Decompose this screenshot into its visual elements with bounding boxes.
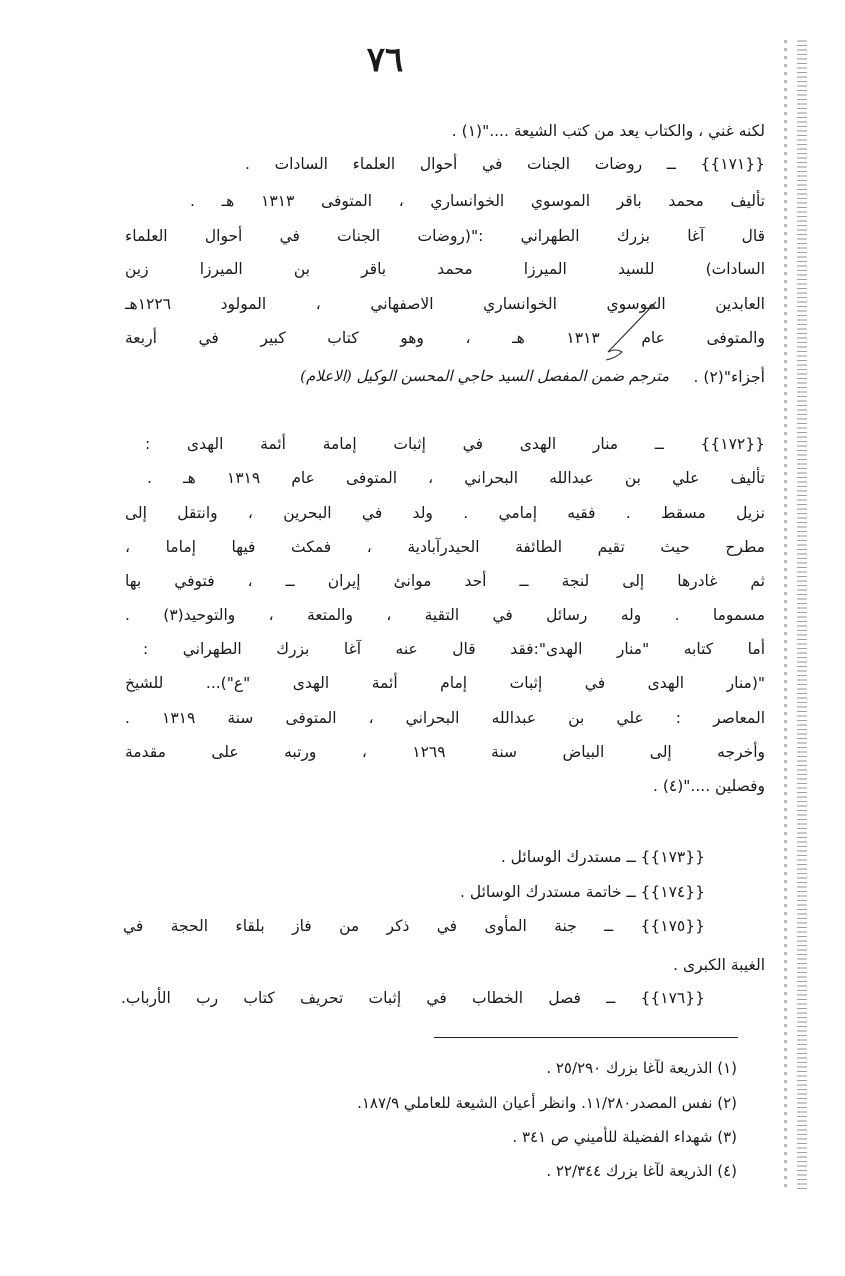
footnote-4: (٤) الذريعة لآغا بزرك ٢٢/٣٤٤ .: [546, 1162, 737, 1180]
footnote-2: (٢) نفس المصدر١١/٢٨٠. وانظر أعيان الشيعة للعاملي ١٨٧/٩.: [357, 1094, 737, 1112]
page-number: ٧٦: [366, 40, 404, 80]
text-line: تأليف محمد باقر الموسوي الخوانساري ، المتوفى ١٣١٣ هـ .: [190, 192, 765, 210]
text-line: "(منار الهدى في إثبات إمام أئمة الهدى "ع")... للشيخ: [125, 674, 765, 692]
text-line: الغيبة الكبرى .: [673, 956, 765, 974]
binding-edge-inner: [784, 40, 787, 1190]
text-line: ثم غادرها إلى لنجة ــ أحد موانئ إيران ــ ، فتوفي بها: [125, 572, 765, 590]
text-line: تأليف علي بن عبدالله البحراني ، المتوفى عام ١٣١٩ هـ .: [147, 469, 765, 487]
handwritten-note: مترجم ضمن المفصل السيد حاجي المحسن الوكيل (الاعلام): [300, 367, 669, 385]
footnote-divider: [434, 1037, 738, 1038]
text-line: وفصلين ...."(٤) .: [653, 777, 765, 795]
entry-heading-171: {{١٧١}} ــ روضات الجنات في أحوال العلماء السادات .: [245, 155, 765, 173]
text-line: والمتوفى عام ١٣١٣ هـ ، وهو كتاب كبير في أربعة: [125, 329, 765, 347]
entry-heading-172: {{١٧٢}} ــ منار الهدى في إثبات إمامة أئمة الهدى :: [145, 435, 765, 453]
footnote-1: (١) الذريعة لآغا بزرك ٢٥/٢٩٠ .: [546, 1059, 737, 1077]
entry-heading-176: {{١٧٦}} ــ فصل الخطاب في إثبات تحريف كتاب رب الأرباب.: [121, 989, 705, 1007]
entry-heading-174: {{١٧٤}} ــ خاتمة مستدرك الوسائل .: [460, 883, 705, 901]
footnote-3: (٣) شهداء الفضيلة للأميني ص ٣٤١ .: [512, 1128, 737, 1146]
binding-edge: [797, 40, 807, 1190]
text-line: المعاصر : علي بن عبدالله البحراني ، المتوفى سنة ١٣١٩ .: [125, 709, 766, 727]
text-line: قال آغا بزرك الطهراني :"(روضات الجنات في أحوال العلماء: [125, 227, 765, 245]
pen-mark-icon: [590, 300, 660, 370]
text-line: لكنه غني ، والكتاب يعد من كتب الشيعة ...."(١) .: [451, 122, 765, 140]
text-line: وأخرجه إلى البياض سنة ١٢٦٩ ، ورتبه على مقدمة: [125, 743, 765, 761]
text-line: أجزاء"(٢) .: [693, 368, 765, 386]
text-line: العابدين الموسوي الخوانساري الاصفهاني ، المولود ١٢٢٦هـ: [125, 295, 765, 313]
text-line: أما كتابه "منار الهدى":فقد قال عنه آغا بزرك الطهراني :: [143, 640, 765, 658]
text-line: نزيل مسقط . فقيه إمامي . ولد في البحرين ، وانتقل إلى: [125, 504, 765, 522]
entry-heading-173: {{١٧٣}} ــ مستدرك الوسائل .: [500, 848, 705, 866]
text-line: مطرح حيث تقيم الطائفة الحيدرآبادية ، فمكث فيها إماما ،: [125, 538, 765, 556]
text-line: مسموما . وله رسائل في التقية ، والمتعة ، والتوحيد(٣) .: [125, 606, 766, 624]
text-line: السادات) للسيد الميرزا محمد باقر بن الميرزا زين: [125, 260, 765, 278]
entry-heading-175: {{١٧٥}} ــ جنة المأوى في ذكر من فاز بلقاء الحجة في: [123, 917, 705, 935]
